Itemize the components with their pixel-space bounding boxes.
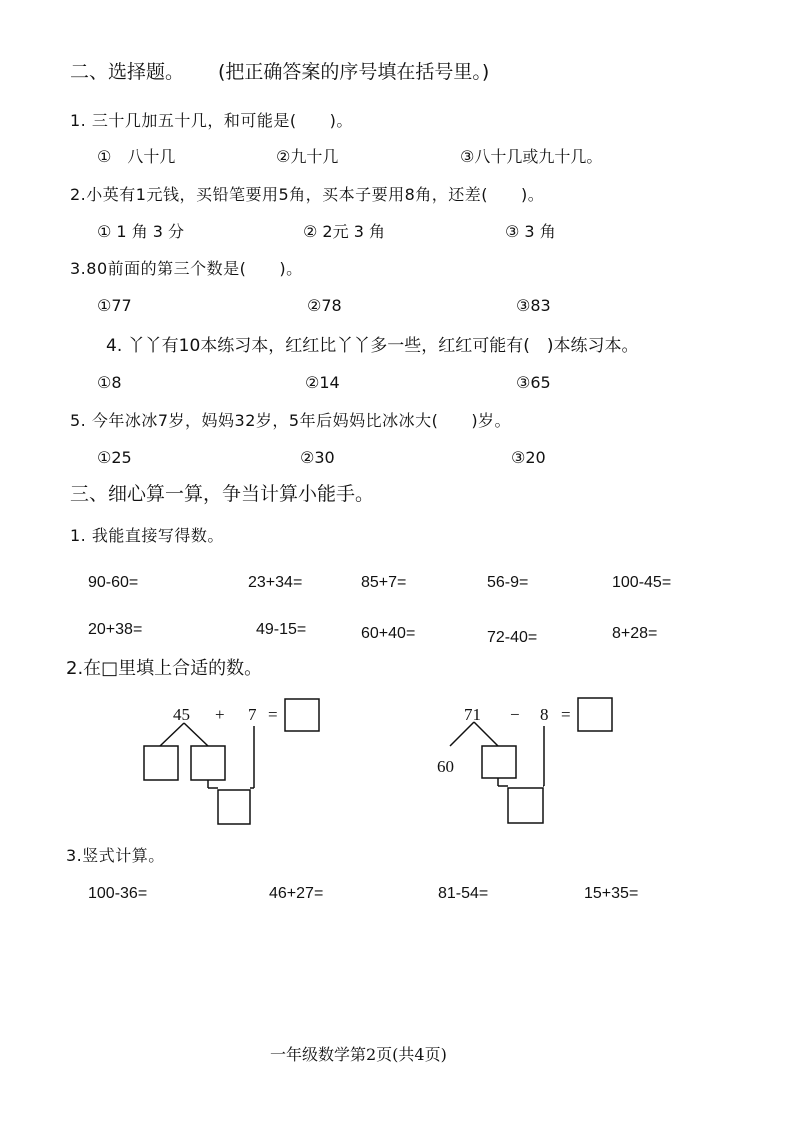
question-1-option-1: ① 八十几 <box>97 147 176 166</box>
mental-math-2: 23+34= <box>248 574 303 591</box>
question-2-option-3: ③ 3 角 <box>505 222 556 241</box>
section2-title: 二、选择题。 <box>70 61 185 83</box>
vertical-calc-2: 46+27= <box>269 885 324 902</box>
left-split-box-2[interactable] <box>191 746 225 780</box>
mental-math-4: 56-9= <box>487 574 529 591</box>
question-1: 1. 三十几加五十几，和可能是( )。 <box>70 111 353 130</box>
mental-math-9: 72-40= <box>487 629 538 646</box>
question-2-option-1: ① 1 角 3 分 <box>97 222 185 241</box>
mental-math-3: 85+7= <box>361 574 407 591</box>
left-number-a: 45 <box>173 705 190 724</box>
mental-math-6: 20+38= <box>88 621 143 638</box>
question-5-option-3: ③20 <box>511 448 546 467</box>
question-2: 2.小英有1元钱，买铅笔要用5角，买本子要用8角，还差( )。 <box>70 185 545 204</box>
question-4-option-2: ②14 <box>305 373 340 392</box>
question-3-option-1: ①77 <box>97 296 132 315</box>
left-number-b: 7 <box>248 705 257 724</box>
mental-math-7: 49-15= <box>256 621 307 638</box>
question-4: 4. 丫丫有10本练习本，红红比丫丫多一些，红红可能有( )本练习本。 <box>106 336 639 356</box>
right-answer-box[interactable] <box>578 698 612 731</box>
mental-math-10: 8+28= <box>612 625 658 642</box>
question-3: 3.80前面的第三个数是( )。 <box>70 259 303 278</box>
mental-math-8: 60+40= <box>361 625 416 642</box>
part3-title: 3.竖式计算。 <box>66 846 165 865</box>
vertical-calc-3: 81-54= <box>438 885 489 902</box>
right-split-hint: 60 <box>437 757 454 776</box>
section2-instruction: (把正确答案的序号填在括号里。) <box>218 61 490 83</box>
right-split-box[interactable] <box>482 746 516 778</box>
right-number-b: 8 <box>540 705 549 724</box>
left-sum-box[interactable] <box>218 790 250 824</box>
question-4-option-1: ①8 <box>97 373 122 392</box>
mental-math-5: 100-45= <box>612 574 672 591</box>
question-2-option-2: ② 2元 3 角 <box>303 222 385 241</box>
left-operator: + <box>215 705 225 724</box>
right-equals: = <box>561 705 571 724</box>
question-1-option-3: ③八十几或九十几。 <box>460 147 603 166</box>
question-5: 5. 今年冰冰7岁，妈妈32岁，5年后妈妈比冰冰大( )岁。 <box>70 411 512 430</box>
question-3-option-3: ③83 <box>516 296 551 315</box>
left-equals: = <box>268 705 278 724</box>
vertical-calc-1: 100-36= <box>88 885 148 902</box>
question-4-option-3: ③65 <box>516 373 551 392</box>
section3-title: 三、细心算一算，争当计算小能手。 <box>70 483 375 505</box>
left-answer-box[interactable] <box>285 699 319 731</box>
page-footer: 一年级数学第2页(共4页) <box>270 1045 447 1064</box>
part1-title: 1. 我能直接写得数。 <box>70 526 224 545</box>
right-operator: − <box>510 705 520 724</box>
question-5-option-1: ①25 <box>97 448 132 467</box>
part2-title: 2.在□里填上合适的数。 <box>66 658 263 679</box>
question-1-option-2: ②九十几 <box>276 147 339 166</box>
right-number-a: 71 <box>464 705 481 724</box>
mental-math-1: 90-60= <box>88 574 139 591</box>
vertical-calc-4: 15+35= <box>584 885 639 902</box>
right-result-box[interactable] <box>508 788 543 823</box>
question-3-option-2: ②78 <box>307 296 342 315</box>
left-split-box-1[interactable] <box>144 746 178 780</box>
question-5-option-2: ②30 <box>300 448 335 467</box>
